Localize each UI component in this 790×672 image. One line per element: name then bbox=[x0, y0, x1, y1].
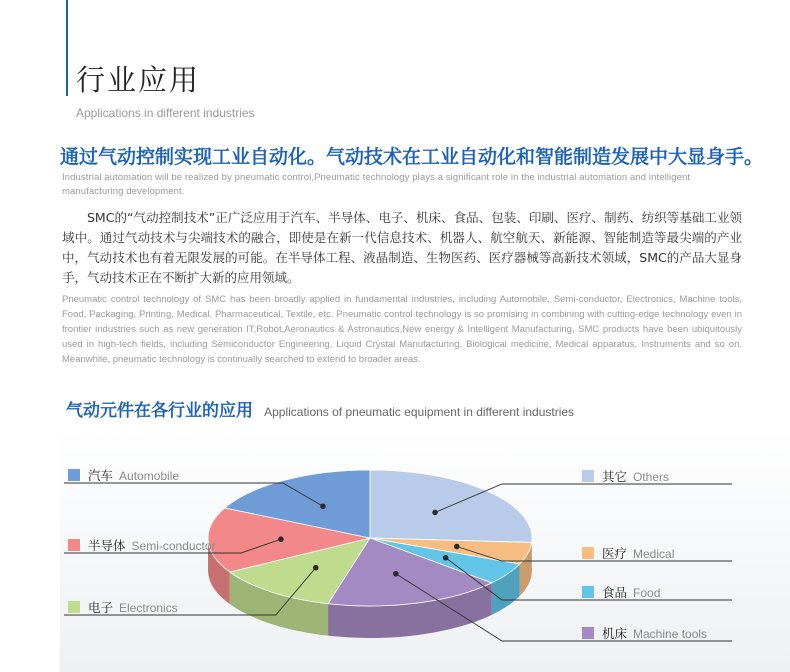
legend-label-en: Food bbox=[633, 586, 661, 600]
intro-headline: 通过气动控制实现工业自动化。气动技术在工业自动化和智能制造发展中大显身手。 bbox=[60, 146, 764, 168]
section-title-zh: 气动元件在各行业的应用 bbox=[66, 401, 253, 421]
legend-label-en: Others bbox=[633, 470, 670, 484]
legend-label-en: Automobile bbox=[119, 469, 180, 483]
legend-swatch bbox=[582, 627, 594, 639]
page-subtitle: Applications in different industries bbox=[76, 106, 255, 120]
legend-item-automobile bbox=[68, 466, 179, 484]
pie-slice-others bbox=[370, 470, 532, 542]
page-title: 行业应用 bbox=[76, 63, 201, 97]
legend-label-zh: 半导体 bbox=[88, 538, 126, 553]
legend-swatch bbox=[68, 469, 80, 481]
legend-label-en: Medical bbox=[633, 547, 675, 561]
section-heading bbox=[66, 396, 574, 421]
legend-label-en: Machine tools bbox=[633, 627, 708, 641]
legend-swatch bbox=[68, 539, 80, 551]
legend-label-zh: 电子 bbox=[88, 600, 114, 615]
legend-label-en: Electronics bbox=[119, 601, 178, 615]
intro-headline-en: Industrial automation will be realized by pneumatic control,Pneumatic technology plays a significant role in the industrial automation and intelligent manufacturing development. bbox=[62, 172, 691, 197]
leader-dot-automobile bbox=[320, 503, 326, 509]
leader-dot-medical bbox=[454, 544, 460, 550]
legend-item-electronics bbox=[68, 598, 178, 616]
industry-pie-chart bbox=[60, 428, 790, 672]
legend-item-others bbox=[582, 467, 669, 485]
legend-label-zh: 食品 bbox=[602, 585, 628, 600]
intro-paragraph-en: Pneumatic control technology of SMC has been broadly applied in fundamental industries, including Automobile, Semi-conductor, Electronics, Machine tools, Food, Packaging, Printing, Medical, Pharmaceutical, Textile, etc. Pneumatic control technology is so promising in combining with cutting-edge technology even in frontier industries such as new generation IT,Robot,Aeronautics & Astronautics,New energy & Intelligent Manufacturing, SMC products have been ubiquitously used in high-tech fields, including Semiconductor Engineering, Liquid Crystal Manufacturing, Biological medicine, Medical apparatus, Instruments and so on. Meanwhile, pneumatic technology is continually searched to extend to broader areas. bbox=[62, 294, 742, 365]
legend-swatch bbox=[68, 601, 80, 613]
legend-swatch bbox=[582, 547, 594, 559]
legend-label-zh: 医疗 bbox=[602, 546, 628, 561]
leader-dot-machine-tools bbox=[393, 571, 399, 577]
legend-item-semi-conductor bbox=[68, 536, 216, 554]
leader-dot-food bbox=[443, 555, 449, 561]
leader-dot-others bbox=[432, 510, 438, 516]
legend-item-medical bbox=[582, 544, 674, 562]
title-accent-bar bbox=[66, 0, 68, 96]
legend-item-food bbox=[582, 583, 660, 601]
legend-label-zh: 其它 bbox=[602, 469, 628, 484]
section-title-en: Applications of pneumatic equipment in different industries bbox=[264, 405, 575, 419]
legend-swatch bbox=[582, 470, 594, 482]
intro-paragraph-zh: SMC的“气动控制技术”正广泛应用于汽车、半导体、电子、机床、食品、包装、印刷、医疗、制药、纺织等基础工业领域中。通过气动技术与尖端技术的融合，即使是在新一代信息技术、机器人、航空航天、新能源、智能制造等最尖端的产业中，气动技术也有着无限发展的可能。在半导体工程、液晶制造、生物医药、医疗器械等高新技术领域，SMC的产品大显身手，气动技术正在不断扩大新的应用领域。 bbox=[62, 210, 742, 285]
legend-label-en: Semi-conductor bbox=[131, 539, 216, 553]
leader-dot-semi-conductor bbox=[278, 536, 284, 542]
legend-swatch bbox=[582, 586, 594, 598]
legend-item-machine-tools bbox=[582, 624, 707, 642]
legend-label-zh: 机床 bbox=[602, 626, 628, 641]
legend-label-zh: 汽车 bbox=[88, 468, 114, 483]
leader-dot-electronics bbox=[313, 565, 319, 571]
